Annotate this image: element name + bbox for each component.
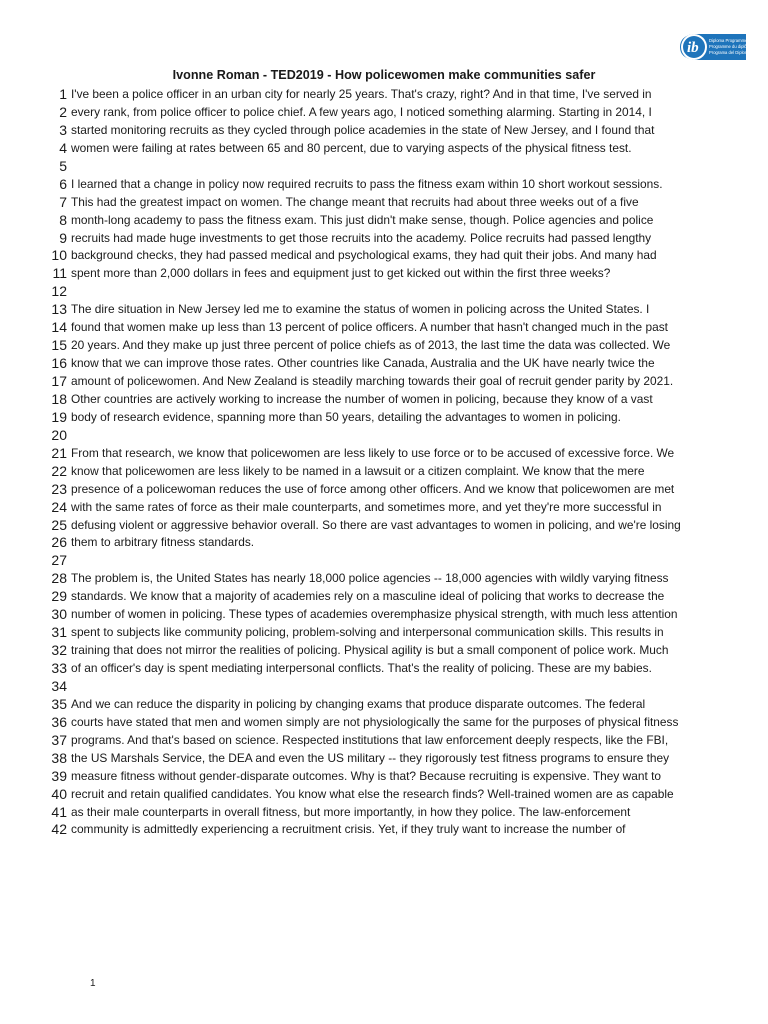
line-text: women were failing at rates between 65 and 80 percent, due to varying aspects of the physical fitness test. — [71, 140, 632, 155]
transcript-line — [40, 86, 740, 104]
line-text: number of women in policing. These types of academies overemphasize physical strength, with much less attention — [71, 607, 678, 622]
transcript-line — [40, 678, 740, 696]
transcript-line — [40, 804, 740, 822]
transcript-line — [40, 768, 740, 786]
transcript-line — [40, 212, 740, 230]
transcript-line — [40, 283, 740, 301]
transcript-line — [40, 714, 740, 732]
line-number: 32 — [51, 642, 67, 659]
transcript-line — [40, 750, 740, 768]
line-number: 7 — [59, 193, 67, 210]
transcript-line — [40, 409, 740, 427]
line-number: 3 — [59, 121, 67, 138]
line-text: know that policewomen are less likely to be named in a lawsuit or a citizen complaint. We know that the mere — [71, 463, 645, 478]
line-text: spent to subjects like community policing, problem-solving and interpersonal communication skills. This results in — [71, 625, 664, 640]
line-text: spent more than 2,000 dollars in fees and equipment just to get kicked out within the first three weeks? — [71, 266, 611, 281]
transcript-line — [40, 821, 740, 839]
line-number: 11 — [52, 265, 67, 282]
line-text: defusing violent or aggressive behavior overall. So there are vast advantages to women in policing, and we're losing — [71, 517, 681, 532]
line-number: 28 — [51, 570, 67, 587]
transcript-line — [40, 642, 740, 660]
line-text: found that women make up less than 13 percent of police officers. A number that hasn't changed much in the past — [71, 320, 668, 335]
line-number: 31 — [51, 624, 67, 641]
line-number: 41 — [51, 803, 67, 820]
logo-line-1: Diploma Programme — [709, 38, 748, 43]
line-number: 5 — [59, 157, 67, 174]
ib-diploma-programme-logo — [676, 30, 753, 64]
line-number: 39 — [51, 767, 67, 784]
line-number: 22 — [51, 462, 67, 479]
transcript-line — [40, 570, 740, 588]
line-text: with the same rates of force as their male counterparts, and sometimes more, and yet they're more successful in — [71, 499, 662, 514]
line-text: programs. And that's based on science. Respected institutions that law enforcement deeply respects, like the FBI, — [71, 732, 669, 747]
line-number: 27 — [51, 552, 67, 569]
line-number: 30 — [51, 606, 67, 623]
line-number: 6 — [59, 175, 67, 192]
line-number: 36 — [51, 713, 67, 730]
line-number: 9 — [59, 229, 67, 246]
transcript-line — [40, 588, 740, 606]
transcript-line — [40, 158, 740, 176]
transcript-line — [40, 660, 740, 678]
document-title: Ivonne Roman - TED2019 - How policewomen make communities safer — [172, 68, 596, 82]
line-number: 42 — [51, 821, 67, 838]
line-number: 19 — [51, 408, 67, 425]
line-text: recruit and retain qualified candidates. You know what else the research finds? Well-trained women are as capable — [71, 786, 674, 801]
transcript-line — [40, 265, 740, 283]
transcript-line — [40, 301, 740, 319]
line-number: 38 — [51, 749, 67, 766]
transcript-line — [40, 696, 740, 714]
line-text: I learned that a change in policy now required recruits to pass the fitness exam within 10 short workout sessions. — [71, 176, 663, 191]
line-text: the US Marshals Service, the DEA and even the US military -- they rigorously test fitness programs to ensure they — [71, 750, 670, 765]
line-number: 15 — [51, 337, 67, 354]
line-text: of an officer's day is spent mediating interpersonal conflicts. That's the reality of policing. These are my babies. — [71, 661, 652, 675]
transcript-line — [40, 230, 740, 248]
transcript-lines — [40, 86, 740, 839]
transcript-line — [40, 732, 740, 750]
line-text: presence of a policewoman reduces the use of force among other officers. And we know that policewomen are met — [71, 481, 675, 496]
transcript-line — [40, 247, 740, 265]
line-number: 2 — [59, 103, 67, 120]
transcript-line — [40, 104, 740, 122]
transcript-line — [40, 122, 740, 140]
line-text: background checks, they had passed medical and psychological exams, they had quit their jobs. And many had — [71, 248, 657, 263]
line-text: The problem is, the United States has nearly 18,000 police agencies -- 18,000 agencies with wildly varying fitness — [71, 571, 669, 586]
line-text: know that we can improve those rates. Other countries like Canada, Australia and the UK have nearly twice the — [71, 356, 655, 371]
transcript-line — [40, 552, 740, 570]
line-text: The dire situation in New Jersey led me to examine the status of women in policing across the United States. I — [71, 302, 650, 317]
line-number: 25 — [51, 516, 67, 533]
line-number: 14 — [51, 319, 67, 336]
line-text: training that does not mirror the realities of policing. Physical agility is but a small component of police work. Much — [71, 643, 669, 658]
line-text: 20 years. And they make up just three percent of police chiefs as of 2013, the last time the data was collected. We — [71, 338, 671, 353]
line-number: 12 — [51, 283, 67, 300]
line-text: measure fitness without gender-disparate outcomes. Why is that? Because recruiting is expensive. They want to — [71, 768, 661, 783]
transcript-line — [40, 140, 740, 158]
line-text: This had the greatest impact on women. The change meant that recruits had about three weeks out of a five — [71, 194, 639, 209]
line-text: Other countries are actively working to increase the number of women in policing, because they know of a vast — [71, 391, 653, 406]
svg-text:ib: ib — [687, 40, 699, 56]
line-text: community is admittedly experiencing a recruitment crisis. Yet, if they truly want to increase the number of — [71, 822, 626, 837]
line-number: 18 — [51, 390, 67, 407]
line-text: started monitoring recruits as they cycled through police academies in the state of New Jersey, and I found that — [71, 122, 655, 137]
line-number: 37 — [51, 731, 67, 748]
line-number: 13 — [51, 301, 67, 318]
line-number: 21 — [51, 444, 67, 461]
ib-logo-icon — [676, 30, 753, 64]
line-number: 16 — [51, 355, 67, 372]
transcript-line — [40, 176, 740, 194]
page-number: 1 — [90, 978, 96, 989]
line-text: month-long academy to pass the fitness exam. This just didn't make sense, though. Police agencies and police — [71, 212, 654, 227]
line-text: every rank, from police officer to police chief. A few years ago, I noticed something alarming. Starting in 2014, I — [71, 104, 652, 119]
line-number: 35 — [51, 695, 67, 712]
line-text: recruits had made huge investments to get those recruits into the academy. Police recruits had passed lengthy — [71, 230, 652, 245]
logo-line-3: Programa del Diploma — [709, 50, 751, 55]
transcript-line — [40, 517, 740, 535]
line-number: 4 — [59, 139, 67, 156]
transcript-line — [40, 194, 740, 212]
line-text: courts have stated that men and women simply are not physiologically the same for the purposes of physical fitness — [71, 714, 679, 729]
transcript-line — [40, 624, 740, 642]
transcript-line — [40, 427, 740, 445]
line-text: amount of policewomen. And New Zealand is steadily marching towards their goal of recruit gender parity by 2021. — [71, 374, 674, 388]
transcript-line — [40, 534, 740, 552]
line-number: 26 — [51, 534, 67, 551]
line-number: 24 — [51, 498, 67, 515]
line-number: 17 — [51, 373, 67, 389]
transcript-line — [40, 786, 740, 804]
line-number: 20 — [51, 426, 67, 443]
line-text: as their male counterparts in overall fitness, but more importantly, in how they police. The law-enforcement — [71, 804, 631, 819]
line-number: 23 — [51, 480, 67, 497]
line-number: 40 — [51, 785, 67, 802]
transcript-line — [40, 499, 740, 517]
transcript-line — [40, 481, 740, 499]
line-number: 8 — [59, 211, 67, 228]
transcript-line — [40, 445, 740, 463]
line-number: 33 — [51, 660, 67, 676]
line-text: them to arbitrary fitness standards. — [71, 535, 255, 550]
transcript-line — [40, 463, 740, 481]
transcript-line — [40, 391, 740, 409]
transcript-line — [40, 606, 740, 624]
line-text: I've been a police officer in an urban city for nearly 25 years. That's crazy, right? And in that time, I've served in — [71, 87, 652, 101]
transcript-line — [40, 337, 740, 355]
line-number: 10 — [51, 247, 67, 264]
logo-line-2: Programme du diplôme — [709, 44, 753, 49]
line-number: 34 — [51, 677, 67, 694]
transcript-line — [40, 319, 740, 337]
line-text: body of research evidence, spanning more than 50 years, detailing the advantages to women in policing. — [71, 409, 621, 424]
line-number: 1 — [59, 86, 67, 102]
line-number: 29 — [51, 588, 67, 605]
transcript-line — [40, 373, 740, 391]
line-text: standards. We know that a majority of academies rely on a masculine ideal of policing that works to decrease the — [71, 589, 665, 604]
line-text: From that research, we know that policewomen are less likely to use force or to be accused of excessive force. We — [71, 445, 675, 460]
line-text: And we can reduce the disparity in policing by changing exams that produce disparate outcomes. The federal — [71, 696, 646, 711]
transcript-line — [40, 355, 740, 373]
